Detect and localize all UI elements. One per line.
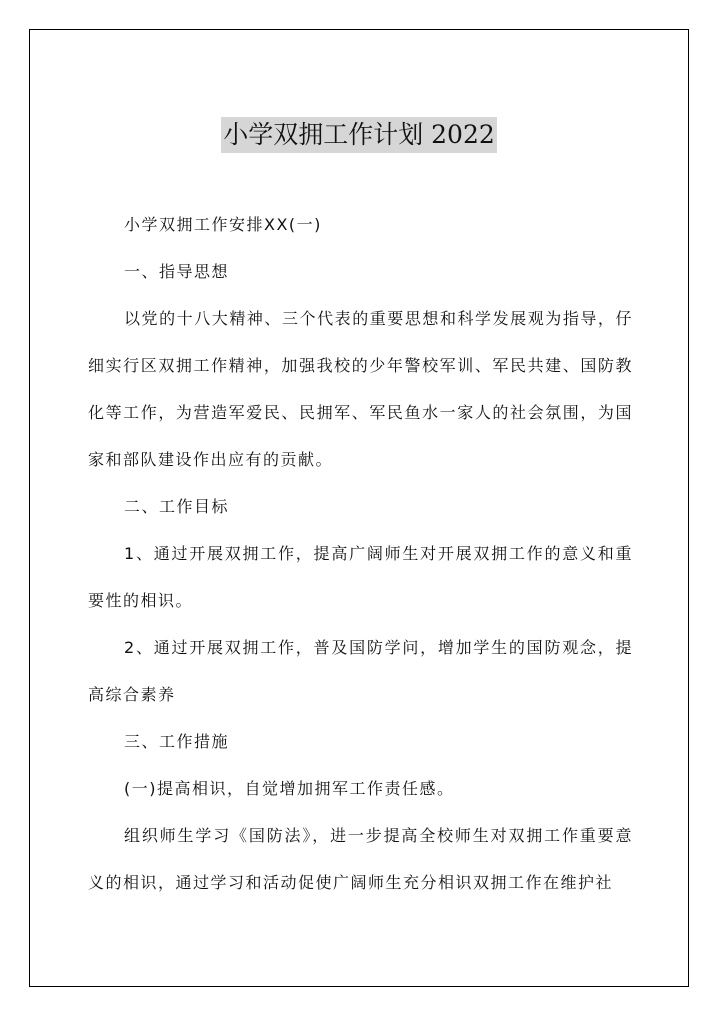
subheading-measure-1: (一)提高相识，自觉增加拥军工作责任感。 bbox=[124, 779, 455, 798]
section-heading-guiding-ideology: 一、指导思想 bbox=[124, 262, 230, 281]
document-page bbox=[29, 29, 689, 987]
title-wrap bbox=[30, 117, 688, 153]
section-heading-work-measures: 三、工作措施 bbox=[124, 732, 230, 751]
document-body bbox=[88, 201, 633, 906]
paragraph-goal-2: 2、通过开展双拥工作，普及国防学问，增加学生的国防观念，提高综合素养 bbox=[88, 638, 633, 704]
section-heading-work-goals: 二、工作目标 bbox=[124, 497, 230, 516]
paragraph-guiding-ideology: 以党的十八大精神、三个代表的重要思想和科学发展观为指导，仔细实行区双拥工作精神，加强我校的少年警校军训、军民共建、国防教化等工作，为营造军爱民、民拥军、军民鱼水一家人的社会氛围，为国家和部队建设作出应有的贡献。 bbox=[88, 309, 633, 469]
document-title: 小学双拥工作计划 2022 bbox=[221, 117, 497, 153]
paragraph-measure-1: 组织师生学习《国防法》，进一步提高全校师生对双拥工作重要意义的相识，通过学习和活动促使广阔师生充分相识双拥工作在维护社 bbox=[88, 826, 633, 892]
paragraph-goal-1: 1、通过开展双拥工作，提高广阔师生对开展双拥工作的意义和重要性的相识。 bbox=[88, 544, 633, 610]
paragraph-heading-plan: 小学双拥工作安排XX(一) bbox=[124, 215, 322, 234]
